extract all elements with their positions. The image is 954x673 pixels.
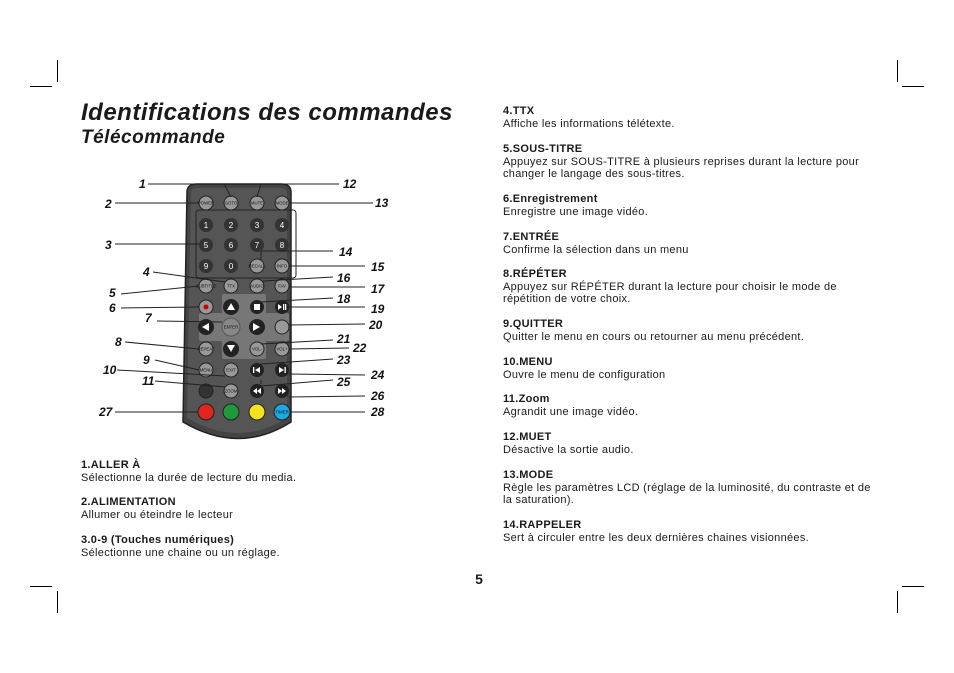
vol-plus-button bbox=[275, 342, 289, 356]
callout-number: 25 bbox=[337, 375, 351, 389]
crop-mark bbox=[897, 60, 898, 82]
entry-desc: Allumer ou éteindre le lecteur bbox=[81, 508, 234, 521]
mode-button bbox=[275, 196, 289, 210]
callout-number: 23 bbox=[337, 353, 351, 367]
digit-button bbox=[275, 238, 289, 252]
callout-number: 18 bbox=[337, 292, 351, 306]
right-arrow-icon bbox=[249, 319, 265, 335]
entry-muet bbox=[503, 431, 873, 456]
entry-enregistrement bbox=[503, 193, 873, 218]
entry-title: 5.SOUS-TITRE bbox=[503, 143, 583, 155]
crop-mark bbox=[902, 86, 924, 87]
audio-label: AUDIO bbox=[250, 283, 264, 289]
mute-button bbox=[250, 196, 264, 210]
digit-label: 4 bbox=[279, 221, 285, 230]
digit-label: 3 bbox=[254, 221, 260, 230]
next-track-icon bbox=[275, 363, 289, 377]
digit-label: 8 bbox=[279, 241, 285, 250]
digit-button bbox=[224, 218, 238, 232]
callout-number: 9 bbox=[143, 353, 150, 367]
callout-number: 13 bbox=[375, 196, 389, 210]
digit-label: 5 bbox=[203, 241, 209, 250]
entry-desc: Affiche les informations télétexte. bbox=[503, 117, 675, 130]
entry-title: 1.ALLER À bbox=[81, 459, 141, 471]
crop-mark bbox=[57, 591, 58, 613]
digit-label: 0 bbox=[228, 262, 234, 271]
callout-number: 1 bbox=[139, 177, 146, 191]
entry-menu bbox=[503, 356, 873, 381]
entry-desc: Sélectionne la durée de lecture du media. bbox=[81, 471, 297, 484]
callout-number: 28 bbox=[371, 405, 385, 419]
yellow-button bbox=[249, 404, 265, 420]
digit-label: 7 bbox=[254, 241, 260, 250]
callout-number: 12 bbox=[343, 177, 357, 191]
digit-label: 2 bbox=[228, 221, 234, 230]
callout-number: 24 bbox=[371, 368, 385, 382]
mode-label: MODE bbox=[275, 200, 289, 206]
vol-minus-label: VOL- bbox=[251, 346, 263, 352]
entry-desc: Règle les paramètres LCD (réglage de la luminosité, du contraste et de la saturation). bbox=[503, 481, 871, 506]
callout-number: 19 bbox=[371, 302, 385, 316]
callout-number: 26 bbox=[371, 389, 385, 403]
entry-desc: Confirme la sélection dans un menu bbox=[503, 243, 689, 256]
info-button bbox=[275, 259, 289, 273]
crop-mark bbox=[30, 586, 52, 587]
vol-plus-label: VOL+ bbox=[276, 346, 288, 352]
digit-button bbox=[199, 238, 213, 252]
entry-title: 2.ALIMENTATION bbox=[81, 496, 176, 508]
entry-title: 3.0-9 (Touches numériques) bbox=[81, 534, 235, 546]
entry-title: 8.RÉPÉTER bbox=[503, 268, 567, 280]
ttx-label: TTX bbox=[226, 283, 236, 289]
entry-title: 11.Zoom bbox=[503, 393, 550, 405]
crop-mark bbox=[57, 60, 58, 82]
entry-title: 14.RAPPELER bbox=[503, 519, 582, 531]
red-button bbox=[198, 404, 214, 420]
callout-number: 10 bbox=[103, 363, 117, 377]
digit-label: 9 bbox=[203, 262, 209, 271]
entry-title: 6.Enregistrement bbox=[503, 193, 598, 205]
entry-alimentation bbox=[81, 496, 411, 521]
digit-label: 1 bbox=[203, 221, 209, 230]
callout-number: 14 bbox=[339, 245, 353, 259]
exit-label: EXIT bbox=[226, 367, 236, 373]
callout-number: 20 bbox=[369, 318, 383, 332]
recall-label: RECALL bbox=[248, 263, 266, 269]
entry-desc: Agrandit une image vidéo. bbox=[503, 405, 639, 418]
callout-number: 3 bbox=[105, 238, 112, 252]
entry-desc: Sert à circuler entre les deux dernières chaines visionnées. bbox=[503, 531, 809, 544]
digit-button bbox=[250, 238, 264, 252]
remote-button bbox=[275, 320, 289, 334]
callout-number: 8 bbox=[115, 335, 122, 349]
subtitle-label: SUBTITLE bbox=[195, 283, 217, 289]
entry-title: 4.TTX bbox=[503, 105, 535, 117]
entry-rappeler bbox=[503, 519, 873, 544]
callout-number: 4 bbox=[143, 265, 150, 279]
entry-desc: Ouvre le menu de configuration bbox=[503, 368, 666, 381]
fav-label: FAV bbox=[278, 283, 286, 289]
entry-aller-a bbox=[81, 459, 411, 484]
callout-number: 17 bbox=[371, 282, 385, 296]
entry-repeter bbox=[503, 268, 873, 306]
entry-desc: Sélectionne une chaine ou un réglage. bbox=[81, 546, 280, 559]
entry-sous-titre bbox=[503, 143, 873, 181]
exit-button bbox=[224, 363, 238, 377]
entry-touches-numeriques bbox=[81, 534, 411, 559]
callout-number: 22 bbox=[353, 341, 367, 355]
goto-button bbox=[224, 196, 238, 210]
zoom-button bbox=[224, 384, 238, 398]
down-arrow-icon bbox=[223, 341, 239, 357]
digit-button bbox=[275, 218, 289, 232]
entry-title: 10.MENU bbox=[503, 356, 553, 368]
entry-desc: Appuyez sur RÉPÉTER durant la lecture pour choisir le mode de répétition de votre choix. bbox=[503, 280, 837, 305]
remote-control-diagram bbox=[95, 170, 395, 460]
power-label: POWER bbox=[197, 200, 215, 206]
entry-quitter bbox=[503, 318, 873, 343]
enter-label: ENTER bbox=[223, 324, 239, 330]
info-label: INFO bbox=[276, 263, 288, 269]
green-button bbox=[223, 404, 239, 420]
zoom-label: ZOOM bbox=[224, 388, 238, 394]
crop-mark bbox=[897, 591, 898, 613]
play-pause-icon bbox=[275, 300, 289, 314]
timer-button bbox=[274, 404, 290, 420]
enter-button bbox=[222, 318, 240, 336]
entry-desc: Désactive la sortie audio. bbox=[503, 443, 634, 456]
ttx-button bbox=[224, 279, 238, 293]
entry-desc: Appuyez sur SOUS-TITRE à plusieurs reprises durant la lecture pour changer le langage des sous-titres. bbox=[503, 155, 860, 180]
callout-number: 27 bbox=[99, 405, 113, 419]
callout-number: 16 bbox=[337, 271, 351, 285]
record-button bbox=[199, 300, 213, 314]
mute-label: MUTE bbox=[250, 200, 264, 206]
entry-title: 7.ENTRÉE bbox=[503, 231, 560, 243]
entry-title: 9.QUITTER bbox=[503, 318, 564, 330]
page-title: Identifications des commandes bbox=[81, 99, 453, 126]
entry-entree bbox=[503, 231, 873, 256]
digit-button bbox=[250, 218, 264, 232]
menu-label: MENU bbox=[199, 367, 213, 373]
repeat-label: REPEAT bbox=[197, 346, 215, 352]
digit-button bbox=[224, 238, 238, 252]
entry-title: 12.MUET bbox=[503, 431, 552, 443]
fav-button bbox=[275, 279, 289, 293]
entry-desc: Enregistre une image vidéo. bbox=[503, 205, 649, 218]
digit-button bbox=[199, 259, 213, 273]
digit-label: 6 bbox=[228, 241, 234, 250]
crop-mark bbox=[30, 86, 52, 87]
callout-number: 5 bbox=[109, 286, 116, 300]
up-arrow-icon bbox=[223, 299, 239, 315]
fast-forward-icon bbox=[275, 384, 289, 398]
callout-number: 2 bbox=[105, 197, 112, 211]
callout-number: 6 bbox=[109, 301, 116, 315]
page-subtitle: Télécommande bbox=[81, 127, 226, 148]
page-number: 5 bbox=[475, 571, 483, 587]
timer-label: TIMER bbox=[275, 409, 289, 415]
audio-button bbox=[250, 279, 264, 293]
goto-label: GOTO bbox=[224, 200, 238, 206]
callout-number: 11 bbox=[142, 374, 155, 388]
entry-ttx bbox=[503, 105, 873, 130]
entry-desc: Quitter le menu en cours ou retourner au menu précédent. bbox=[503, 330, 805, 343]
callout-number: 7 bbox=[145, 311, 152, 325]
prev-track-icon bbox=[250, 363, 264, 377]
crop-mark bbox=[902, 586, 924, 587]
callout-number: 21 bbox=[337, 332, 351, 346]
entry-title: 13.MODE bbox=[503, 469, 554, 481]
entry-zoom bbox=[503, 393, 873, 418]
callout-number: 15 bbox=[371, 260, 385, 274]
digit-button bbox=[199, 218, 213, 232]
digit-button bbox=[224, 259, 238, 273]
entry-mode bbox=[503, 469, 873, 507]
